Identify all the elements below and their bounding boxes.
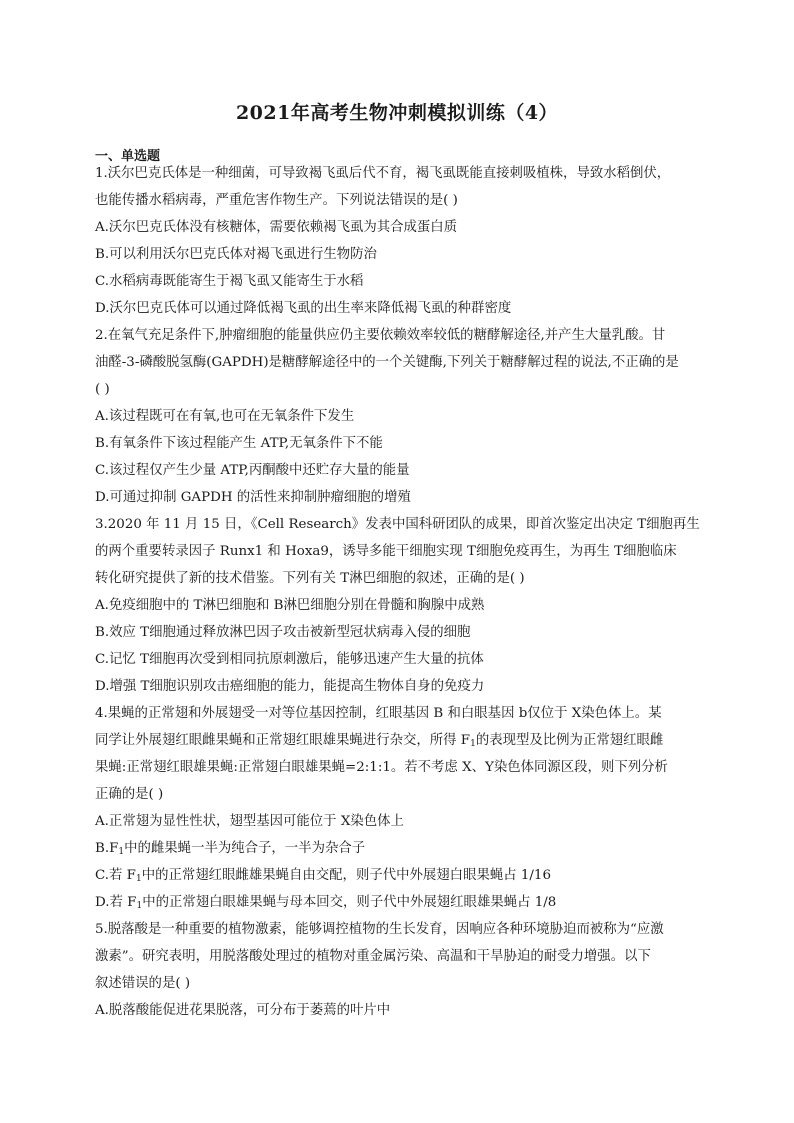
question-stem-line: 同学让外展翅红眼雌果蝇和正常翅红眼雄果蝇进行杂交，所得 $F_1$的表现型及比例为正常翅红眼雌 bbox=[95, 733, 664, 749]
option-a: A.脱落酸能促进花果脱落，可分布于萎蔫的叶片中 bbox=[95, 1003, 391, 1018]
question-3 bbox=[95, 511, 700, 700]
subscript: 1 bbox=[136, 901, 143, 911]
option-d: D.沃尔巴克氏体可以通过降低褐飞虱的出生率来降低褐飞虱的种群密度 bbox=[95, 301, 512, 316]
question-stem-line: 正确的是( ) bbox=[95, 787, 164, 802]
question-stem-line: 的两个重要转录因子 Runx1 和 Hoxa9，诱导多能干细胞实现 T细胞免疫再生，为再生 T细胞临床 bbox=[95, 544, 677, 559]
option-c: C.记忆 T细胞再次受到相同抗原刺激后，能够迅速产生大量的抗体 bbox=[95, 652, 484, 667]
option-c: C.水稻病毒既能寄生于褐飞虱又能寄生于水稻 bbox=[95, 274, 364, 289]
page-title: 2021年高考生物冲刺模拟训练（4） bbox=[235, 102, 559, 124]
question-stem-line: 2.在氧气充足条件下,肿瘤细胞的能量供应仍主要依赖效率较低的糖酵解途径,并产生大量乳酸。甘 bbox=[95, 328, 666, 343]
question-1 bbox=[95, 160, 700, 322]
option-a: A.沃尔巴克氏体没有核糖体，需要依赖褐飞虱为其合成蛋白质 bbox=[95, 220, 458, 235]
question-stem-line: 3.2020 年 11 月 15 日，《Cell Research》发表中国科研团队的成果，即首次鉴定出决定 T细胞再生 bbox=[95, 517, 700, 532]
question-stem-line: 激素”。研究表明，用脱落酸处理过的植物对重金属污染、高温和干旱胁迫的耐受力增强。以下 bbox=[95, 949, 651, 964]
question-stem-line: 也能传播水稻病毒，严重危害作物生产。下列说法错误的是( ) bbox=[95, 193, 458, 208]
option-a: A.正常翅为显性性状，翅型基因可能位于 X染色体上 bbox=[95, 814, 404, 829]
question-4 bbox=[95, 700, 700, 916]
question-list bbox=[95, 160, 700, 1024]
question-stem-line: 叙述错误的是( ) bbox=[95, 976, 191, 991]
option-c: C.该过程仅产生少量 ATP,丙酮酸中还贮存大量的能量 bbox=[95, 463, 410, 478]
option-b: B.有氧条件下该过程能产生 ATP,无氧条件下不能 bbox=[95, 436, 383, 451]
question-stem-line: 果蝇:正常翅红眼雄果蝇:正常翅白眼雄果蝇=2:1:1。若不考虑 X、Y染色体同源区段，则下列分析 bbox=[95, 760, 668, 775]
subscript: 1 bbox=[470, 739, 476, 749]
option-c: C.若 $F_1$中的正常翅红眼雌雄果蝇自由交配，则子代中外展翅白眼果蝇占 1/16 bbox=[95, 868, 551, 884]
subscript: 1 bbox=[135, 874, 142, 884]
option-b: B.效应 T细胞通过释放淋巴因子攻击被新型冠状病毒入侵的细胞 bbox=[95, 625, 471, 640]
option-d: D.可通过抑制 GAPDH 的活性来抑制肿瘤细胞的增殖 bbox=[95, 490, 411, 505]
option-d: D.若 $F_1$中的正常翅白眼雄果蝇与母本回交，则子代中外展翅红眼雄果蝇占 1/8 bbox=[95, 895, 557, 911]
question-stem-line: ( ) bbox=[95, 382, 110, 397]
section-heading: 一、单选题 bbox=[95, 149, 161, 164]
option-a: A.该过程既可在有氧,也可在无氧条件下发生 bbox=[95, 409, 355, 424]
question-stem-line: 油醛-3-磷酸脱氢酶(GAPDH)是糖酵解途径中的一个关键酶,下列关于糖酵解过程的说法,不正确的是 bbox=[95, 355, 679, 370]
question-stem-line: 转化研究提供了新的技术借鉴。下列有关 T淋巴细胞的叙述，正确的是( ) bbox=[95, 571, 525, 586]
question-stem-line: 4.果蝇的正常翅和外展翅受一对等位基因控制，红眼基因 B 和白眼基因 b仅位于 X染色体上。某 bbox=[95, 706, 662, 721]
option-d: D.增强 T细胞识别攻击癌细胞的能力，能提高生物体自身的免疫力 bbox=[95, 679, 485, 694]
option-b: B.可以利用沃尔巴克氏体对褐飞虱进行生物防治 bbox=[95, 247, 377, 262]
subscript: 1 bbox=[118, 847, 125, 857]
question-stem-line: 1.沃尔巴克氏体是一种细菌，可导致褐飞虱后代不育，褐飞虱既能直接刺吸植株，导致水稻倒伏， bbox=[95, 166, 671, 181]
option-b: $B.F_1$中的雌果蝇一半为纯合子，一半为杂合子 bbox=[95, 841, 366, 857]
question-stem-line: 5.脱落酸是一种重要的植物激素，能够调控植物的生长发育，因响应各种环境胁迫而被称为“应激 bbox=[95, 922, 664, 937]
option-a: A.免疫细胞中的 T淋巴细胞和 B淋巴细胞分别在骨髓和胸腺中成熟 bbox=[95, 598, 485, 613]
question-2 bbox=[95, 322, 700, 511]
question-5 bbox=[95, 916, 700, 1024]
